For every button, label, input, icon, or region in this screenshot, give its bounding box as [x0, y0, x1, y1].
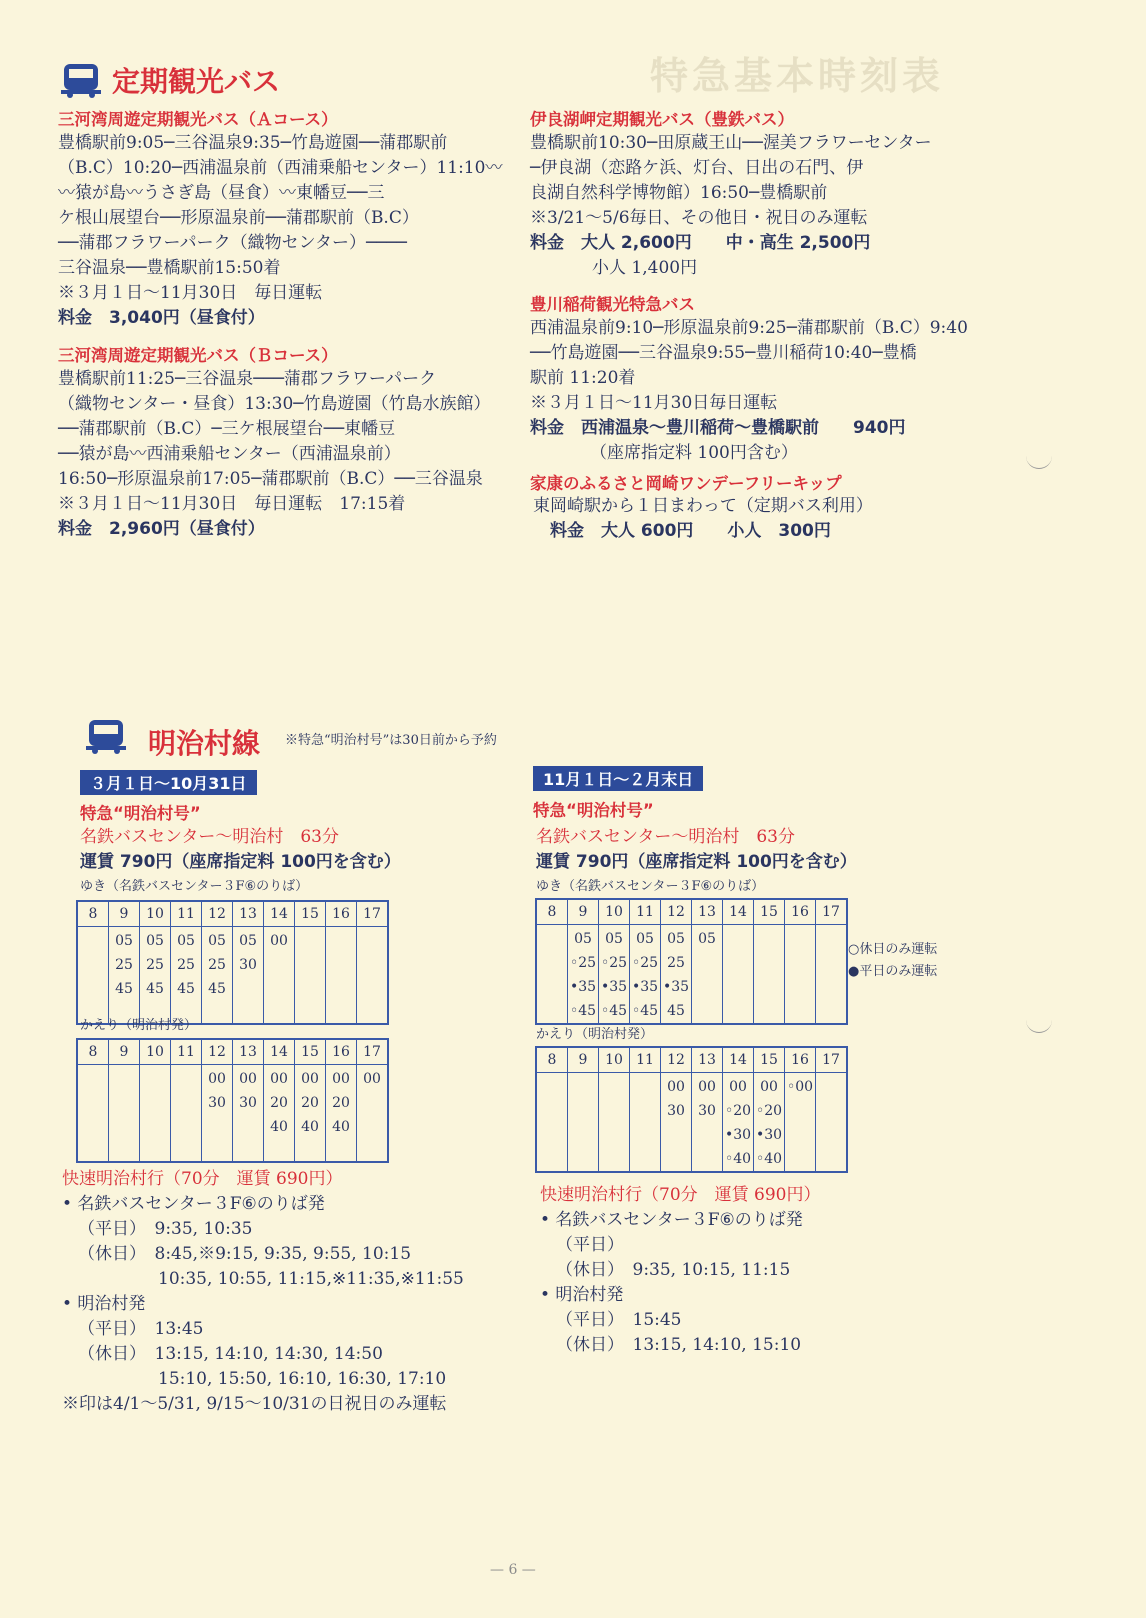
toyokawa-fare: 料金 西浦温泉～豊川稲荷～豊橋駅前 940円: [530, 418, 906, 438]
minute-cell: [109, 927, 140, 1025]
minute-cell: [140, 1065, 171, 1163]
toyokawa-line: 駅前 11:20着: [530, 368, 636, 388]
departure-minute: ◦20: [755, 1103, 783, 1119]
departure-minute: 00: [667, 1079, 685, 1095]
bleed-through-text: 特急基本時刻表: [650, 54, 945, 98]
hour-cell: 10: [140, 1039, 171, 1065]
hour-cell: 15: [295, 901, 326, 927]
hour-cell: 16: [785, 1047, 816, 1073]
departure-minute: 30: [239, 1095, 257, 1111]
rapid-line-left: • 名鉄バスセンター３F⑥のりば発: [62, 1194, 325, 1214]
rapid-line-left: 15:10, 15:50, 16:10, 16:30, 17:10: [158, 1369, 447, 1389]
hour-cell: 15: [754, 1047, 785, 1073]
minute-cell: [661, 1073, 692, 1173]
bus-icon: [60, 62, 102, 104]
rapid-line-left: （休日） 8:45,※9:15, 9:35, 9:55, 10:15: [78, 1244, 412, 1264]
course-b-heading: 三河湾周遊定期観光バス（Ｂコース）: [58, 346, 338, 365]
rapid-line-right: （休日） 13:15, 14:10, 15:10: [556, 1335, 802, 1355]
departure-minute: ◦45: [569, 1003, 597, 1019]
hour-cell: 9: [109, 901, 140, 927]
minute-cell: [816, 925, 848, 1025]
departure-minute: ◦45: [631, 1003, 659, 1019]
hour-cell: 12: [202, 1039, 233, 1065]
course-a-line: 〰猿が島〰うさぎ島（昼食）〰東幡豆──三: [58, 183, 385, 203]
irago-line: 良湖自然科学博物館）16:50─豊橋駅前: [530, 183, 828, 203]
toyokawa-line: ※３月１日～11月30日毎日運転: [530, 393, 778, 413]
fare-left: 運賃 790円（座席指定料 100円を含む）: [80, 852, 401, 872]
rapid-line-right: （休日） 9:35, 10:15, 11:15: [556, 1260, 791, 1280]
punch-hole: [1026, 1002, 1052, 1033]
departure-minute: 00: [729, 1079, 747, 1095]
yuki-label-left: ゆき（名鉄バスセンター３F⑥のりば）: [80, 879, 309, 894]
rapid-title-left: 快速明治村行（70分 運賃 690円）: [62, 1169, 343, 1189]
course-a-fare: 料金 3,040円（昼食付）: [58, 308, 265, 328]
departure-minute: 25: [208, 957, 226, 973]
minute-cell: [202, 927, 233, 1025]
hour-cell: 12: [202, 901, 233, 927]
rapid-line-right: • 名鉄バスセンター３F⑥のりば発: [540, 1210, 803, 1230]
hour-header-row: [536, 1047, 847, 1073]
hour-cell: 11: [630, 899, 661, 925]
legend-holiday-only: ○休日のみ運転: [848, 942, 938, 957]
punch-hole: [1026, 438, 1052, 469]
minute-cell: [326, 1065, 357, 1163]
minute-cell: [692, 925, 723, 1025]
hour-cell: 16: [326, 901, 357, 927]
minute-cell: [754, 1073, 785, 1173]
irago-line: ※3/21～5/6毎日、その他日・祝日のみ運転: [530, 208, 868, 228]
minute-cell: [171, 1065, 202, 1163]
section-title-sightseeing: 定期観光バス: [112, 65, 281, 98]
rapid-line-right: （平日） 15:45: [556, 1310, 682, 1330]
course-a-line: ※３月１日～11月30日 毎日運転: [58, 283, 323, 303]
hour-cell: 11: [171, 901, 202, 927]
minute-cell: [140, 927, 171, 1025]
yuki-label-right: ゆき（名鉄バスセンター３F⑥のりば）: [536, 879, 765, 894]
departure-minute: 20: [301, 1095, 319, 1111]
okazaki-heading: 家康のふるさと岡崎ワンデーフリーキップ: [530, 474, 842, 493]
departure-minute: ◦25: [631, 955, 659, 971]
minute-cell: [233, 927, 264, 1025]
departure-minute: ◦25: [569, 955, 597, 971]
minute-cell: [599, 1073, 630, 1173]
period-badge-left: ３月１日～10月31日: [80, 770, 257, 795]
hour-cell: 15: [754, 899, 785, 925]
yuki-timetable-left: [76, 900, 389, 1025]
course-b-fare: 料金 2,960円（昼食付）: [58, 519, 265, 539]
route-right: 名鉄バスセンター～明治村 63分: [536, 827, 795, 847]
toyokawa-line: 西浦温泉前9:10─形原温泉前9:25─蒲郡駅前（B.C）9:40: [530, 318, 968, 338]
departure-minute: •30: [724, 1127, 752, 1143]
departure-minute: •35: [631, 979, 659, 995]
departure-minute: 45: [115, 981, 133, 997]
course-b-line: （織物センター・昼食）13:30─竹島遊園（竹島水族館）: [58, 394, 491, 414]
hour-cell: 13: [692, 1047, 723, 1073]
departure-minute: 40: [332, 1119, 350, 1135]
minute-cell: [77, 1065, 109, 1163]
departure-minute: 00: [208, 1071, 226, 1087]
minute-cell: [723, 925, 754, 1025]
departure-minute: 00: [760, 1079, 778, 1095]
departure-minute: 25: [146, 957, 164, 973]
minute-cell: [568, 925, 599, 1025]
irago-fare-child: 小人 1,400円: [592, 258, 698, 278]
legend-weekday-only: ●平日のみ運転: [848, 964, 938, 979]
course-a-line: 豊橋駅前9:05─三谷温泉9:35─竹島遊園──蒲郡駅前: [58, 133, 448, 153]
departure-minute: 05: [574, 931, 592, 947]
departure-minute: 05: [146, 933, 164, 949]
minute-cell: [630, 1073, 661, 1173]
kaeri-label-left: かえり（明治村発）: [80, 1018, 198, 1033]
kaeri-label-right: かえり（明治村発）: [536, 1027, 654, 1042]
express-title-left: 特急“明治村号”: [80, 804, 201, 823]
departure-minute: 00: [363, 1071, 381, 1087]
toyokawa-line: ──竹島遊園──三谷温泉9:55─豊川稲荷10:40─豊橋: [530, 343, 917, 363]
course-b-line: ※３月１日～11月30日 毎日運転 17:15着: [58, 494, 406, 514]
departure-minute: •35: [569, 979, 597, 995]
minute-cell: [357, 927, 389, 1025]
minute-cell: [785, 1073, 816, 1173]
minute-cell: [295, 1065, 326, 1163]
minute-cell: [599, 925, 630, 1025]
departure-minute: 45: [667, 1003, 685, 1019]
minute-cell: [233, 1065, 264, 1163]
hour-cell: 15: [295, 1039, 326, 1065]
hour-cell: 14: [723, 1047, 754, 1073]
course-b-line: 豊橋駅前11:25─三谷温泉───蒲郡フラワーパーク: [58, 369, 437, 389]
departure-minute: 40: [301, 1119, 319, 1135]
departure-minute: 40: [270, 1119, 288, 1135]
departure-minute: 30: [698, 1103, 716, 1119]
course-b-line: ──猿が島〰西浦乗船センター（西浦温泉前）: [58, 444, 401, 464]
minute-cell: [568, 1073, 599, 1173]
minute-cell: [536, 925, 568, 1025]
section-title-meijimura: 明治村線: [148, 727, 261, 760]
hour-cell: 14: [723, 899, 754, 925]
departure-minute: •35: [662, 979, 690, 995]
rapid-footnote-left: ※印は4/1～5/31, 9/15～10/31の日祝日のみ運転: [62, 1394, 447, 1414]
departure-minute: 00: [332, 1071, 350, 1087]
minute-cell: [692, 1073, 723, 1173]
irago-line: ─伊良湖（恋路ケ浜、灯台、日出の石門、伊: [530, 158, 864, 178]
rapid-line-right: • 明治村発: [540, 1285, 624, 1305]
course-b-line: 16:50─形原温泉前17:05─蒲郡駅前（B.C）──三谷温泉: [58, 469, 483, 489]
hour-cell: 14: [264, 1039, 295, 1065]
minute-cell: [264, 927, 295, 1025]
hour-cell: 17: [816, 1047, 848, 1073]
departure-minute: ◦25: [600, 955, 628, 971]
irago-heading: 伊良湖岬定期観光バス（豊鉄バス）: [530, 110, 794, 129]
okazaki-fare: 料金 大人 600円 小人 300円: [550, 521, 831, 541]
minute-cell: [816, 1073, 848, 1173]
hour-cell: 11: [630, 1047, 661, 1073]
toyokawa-heading: 豊川稲荷観光特急バス: [530, 295, 695, 314]
departure-minute: 20: [270, 1095, 288, 1111]
hour-cell: 10: [599, 899, 630, 925]
departure-minute: 05: [177, 933, 195, 949]
hour-cell: 8: [77, 1039, 109, 1065]
departure-minute: 05: [698, 931, 716, 947]
course-b-line: ──蒲郡駅前（B.C）─三ケ根展望台──東幡豆: [58, 419, 396, 439]
hour-cell: 9: [568, 1047, 599, 1073]
minute-cell: [295, 927, 326, 1025]
rapid-line-left: （平日） 9:35, 10:35: [78, 1219, 253, 1239]
period-badge-right: 11月１日～２月末日: [533, 766, 703, 791]
page-number: — 6 —: [490, 1562, 536, 1578]
hour-cell: 17: [357, 901, 389, 927]
hour-cell: 17: [357, 1039, 389, 1065]
departure-minute: 30: [667, 1103, 685, 1119]
rapid-title-right: 快速明治村行（70分 運賃 690円）: [540, 1185, 821, 1205]
departure-minute: ◦45: [600, 1003, 628, 1019]
minute-cell: [357, 1065, 389, 1163]
departure-minute: 05: [115, 933, 133, 949]
okazaki-line: 東岡崎駅から１日まわって（定期バス利用）: [533, 496, 873, 516]
course-a-heading: 三河湾周遊定期観光バス（Ａコース）: [58, 110, 338, 129]
departure-minute: 30: [239, 957, 257, 973]
departure-minute: 45: [177, 981, 195, 997]
irago-line: 豊橋駅前10:30─田原蔵王山──渥美フラワーセンター: [530, 133, 932, 153]
minute-cell: [630, 925, 661, 1025]
bus-icon: [84, 718, 128, 760]
hour-header-row: [77, 901, 388, 927]
course-a-line: ──蒲郡フラワーパーク（織物センター）────: [58, 233, 407, 253]
departure-minute: 00: [698, 1079, 716, 1095]
hour-cell: 13: [233, 1039, 264, 1065]
departure-minute: 20: [332, 1095, 350, 1111]
minute-cell: [785, 925, 816, 1025]
course-a-line: ケ根山展望台──形原温泉前──蒲郡駅前（B.C）: [58, 208, 419, 228]
route-left: 名鉄バスセンター～明治村 63分: [80, 827, 339, 847]
departure-minute: •30: [755, 1127, 783, 1143]
departure-minute: 45: [208, 981, 226, 997]
departure-minute: 25: [115, 957, 133, 973]
departure-minute: 00: [301, 1071, 319, 1087]
departure-minute: 00: [239, 1071, 257, 1087]
hour-cell: 10: [599, 1047, 630, 1073]
express-title-right: 特急“明治村号”: [533, 801, 654, 820]
minute-cell: [754, 925, 785, 1025]
minute-cell: [264, 1065, 295, 1163]
departure-minute: 05: [605, 931, 623, 947]
hour-cell: 16: [326, 1039, 357, 1065]
minute-cell: [661, 925, 692, 1025]
hour-cell: 9: [568, 899, 599, 925]
hour-cell: 8: [536, 899, 568, 925]
kaeri-timetable-left: [76, 1038, 389, 1163]
rapid-line-left: （休日） 13:15, 14:10, 14:30, 14:50: [78, 1344, 383, 1364]
hour-cell: 10: [140, 901, 171, 927]
minute-cell: [77, 927, 109, 1025]
hour-cell: 14: [264, 901, 295, 927]
hour-cell: 12: [661, 899, 692, 925]
reservation-note: ※特急“明治村号”は30日前から予約: [285, 733, 497, 748]
toyokawa-fare-note: （座席指定料 100円含む）: [590, 443, 798, 463]
rapid-line-right: （平日）: [556, 1235, 624, 1255]
hour-cell: 16: [785, 899, 816, 925]
minute-cell: [723, 1073, 754, 1173]
course-a-line: 三谷温泉──豊橋駅前15:50着: [58, 258, 281, 278]
departure-minute: 05: [667, 931, 685, 947]
fare-right: 運賃 790円（座席指定料 100円を含む）: [536, 852, 857, 872]
minute-cell: [536, 1073, 568, 1173]
departure-minute: 00: [270, 933, 288, 949]
rapid-line-left: （平日） 13:45: [78, 1319, 204, 1339]
rapid-line-left: 10:35, 10:55, 11:15,※11:35,※11:55: [158, 1269, 464, 1289]
course-a-line: （B.C）10:20─西浦温泉前（西浦乗船センター）11:10〰: [58, 158, 503, 178]
departure-minute: ◦40: [755, 1151, 783, 1167]
hour-cell: 17: [816, 899, 848, 925]
kaeri-timetable-right: [535, 1046, 848, 1173]
irago-fare: 料金 大人 2,600円 中・高生 2,500円: [530, 233, 871, 253]
departure-minute: ◦00: [786, 1079, 814, 1095]
departure-minute: 45: [146, 981, 164, 997]
minute-cell: [171, 927, 202, 1025]
minute-cell: [109, 1065, 140, 1163]
departure-minute: 25: [177, 957, 195, 973]
departure-minute: 05: [208, 933, 226, 949]
hour-cell: 12: [661, 1047, 692, 1073]
hour-cell: 13: [692, 899, 723, 925]
departure-minute: 25: [667, 955, 685, 971]
departure-minute: 00: [270, 1071, 288, 1087]
minute-cell: [202, 1065, 233, 1163]
hour-cell: 13: [233, 901, 264, 927]
rapid-line-left: • 明治村発: [62, 1294, 146, 1314]
departure-minute: ◦40: [724, 1151, 752, 1167]
minute-cell: [326, 927, 357, 1025]
yuki-timetable-right: [535, 898, 848, 1025]
hour-cell: 8: [536, 1047, 568, 1073]
hour-header-row: [536, 899, 847, 925]
hour-cell: 9: [109, 1039, 140, 1065]
departure-minute: ◦20: [724, 1103, 752, 1119]
hour-cell: 8: [77, 901, 109, 927]
hour-header-row: [77, 1039, 388, 1065]
departure-minute: 05: [636, 931, 654, 947]
departure-minute: 30: [208, 1095, 226, 1111]
departure-minute: •35: [600, 979, 628, 995]
departure-minute: 05: [239, 933, 257, 949]
hour-cell: 11: [171, 1039, 202, 1065]
